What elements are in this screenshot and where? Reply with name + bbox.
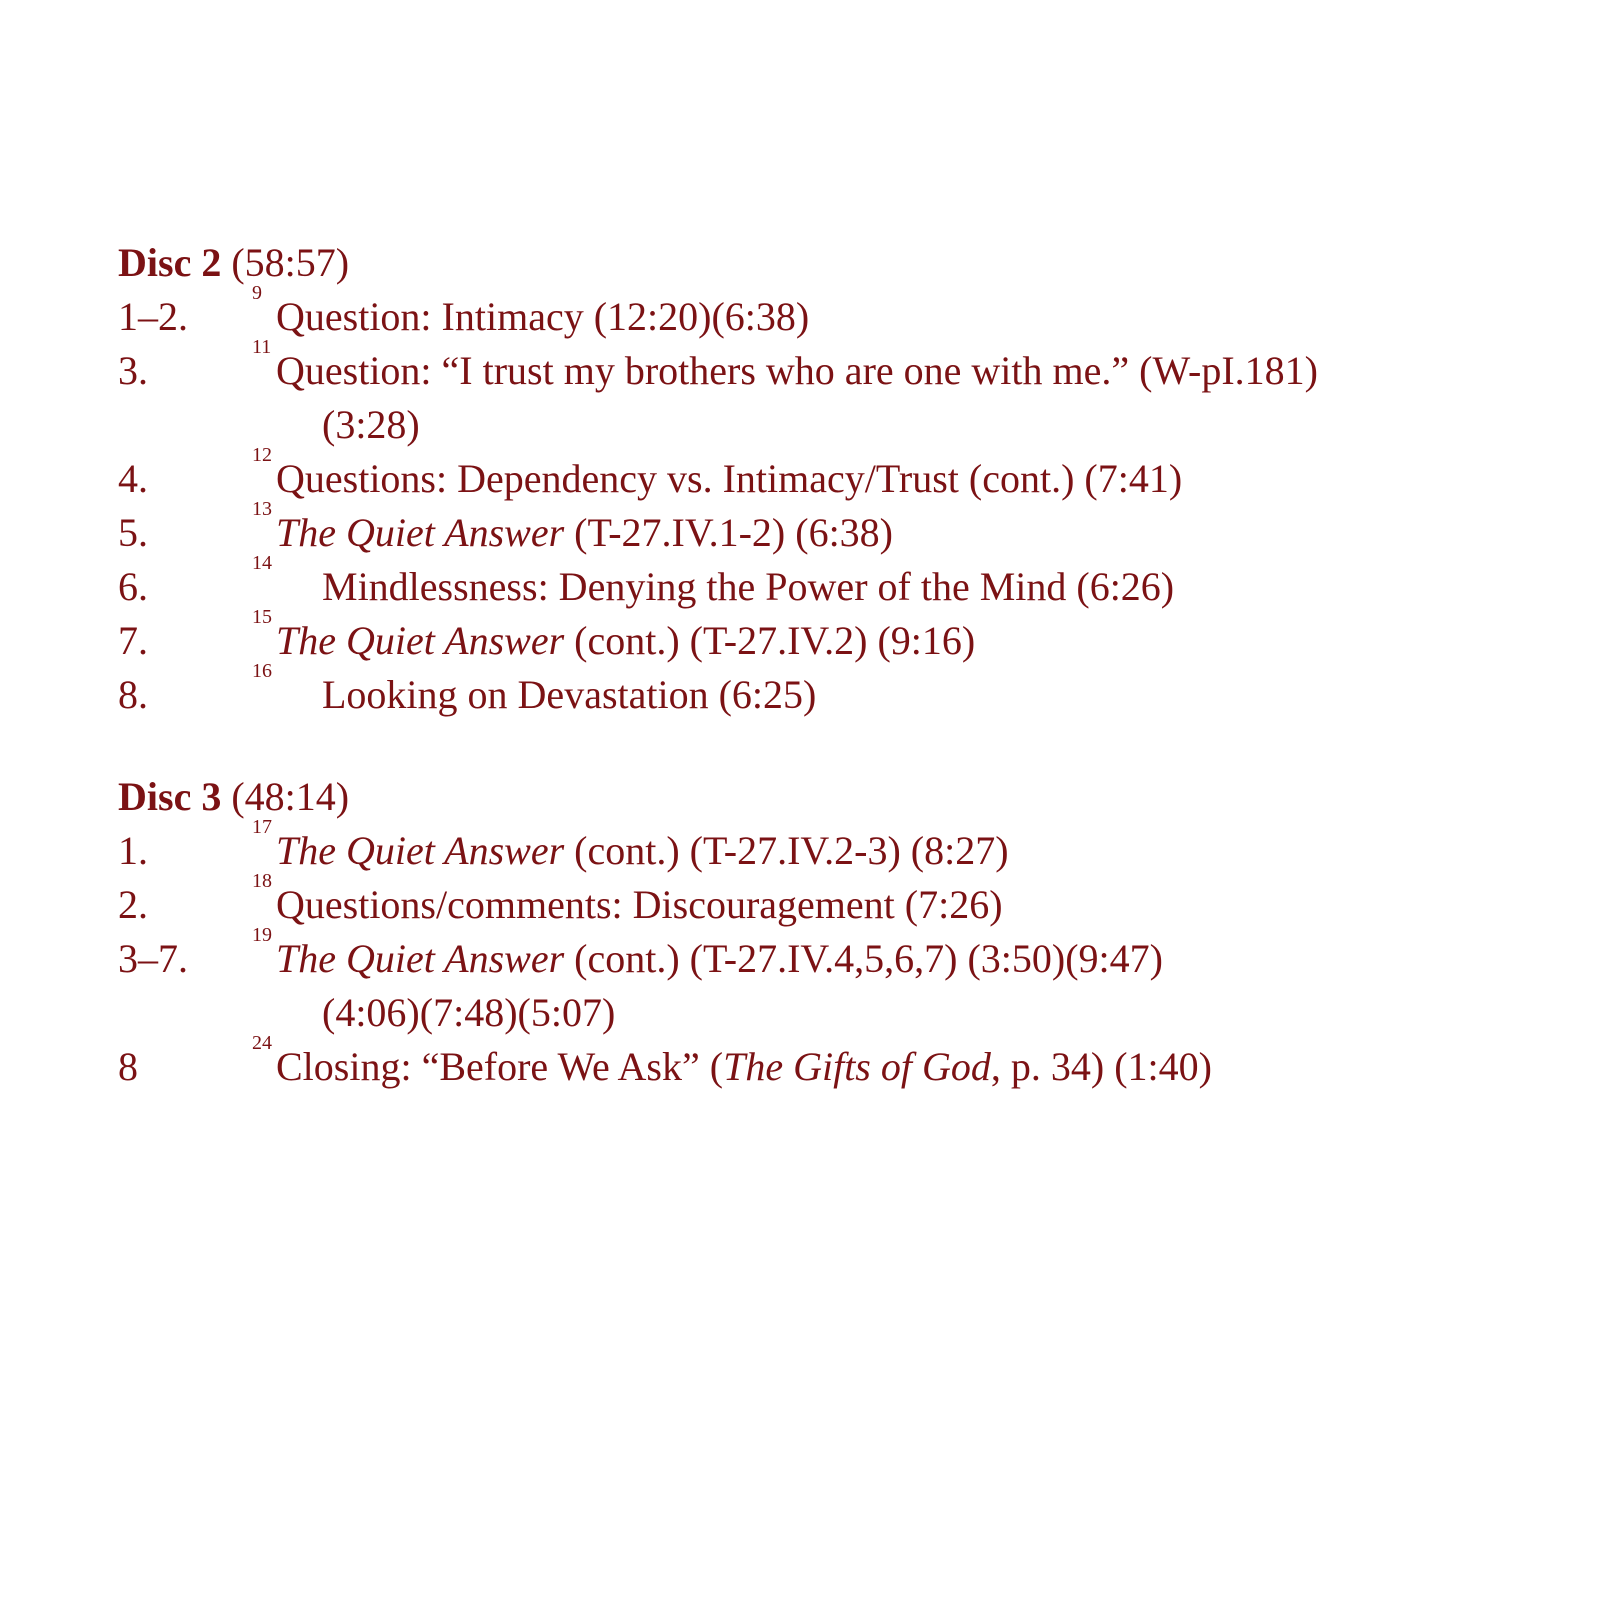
track-text <box>118 668 1538 722</box>
track-row <box>118 924 1538 1040</box>
track-text <box>118 560 1538 614</box>
footnote-marker: 13 <box>252 498 272 520</box>
track-continuation: (3:28) <box>322 402 420 447</box>
track-description: Looking on Devastation (6:25) <box>322 672 817 717</box>
footnote-marker: 18 <box>252 870 272 892</box>
track-text <box>118 344 1538 398</box>
track-row <box>118 552 1538 614</box>
footnote-marker: 19 <box>252 924 272 946</box>
footnote-marker: 15 <box>252 606 272 628</box>
track-description: Questions: Dependency vs. Intimacy/Trust (cont.) (7:41) <box>276 456 1183 501</box>
footnote-marker: 12 <box>252 444 272 466</box>
disc-heading <box>118 236 1538 290</box>
track-text <box>118 878 1538 932</box>
track-row <box>118 444 1538 506</box>
track-text <box>118 614 1538 668</box>
track-number: 8. <box>118 672 148 717</box>
track-row <box>118 282 1538 344</box>
footnote-marker: 17 <box>252 816 272 838</box>
track-row <box>118 816 1538 878</box>
track-description: Question: “I trust my brothers who are one with me.” (W-pI.181) <box>276 348 1318 393</box>
track-number: 5. <box>118 510 148 555</box>
track-number: 3. <box>118 348 148 393</box>
track-text <box>118 506 1538 560</box>
track-continuation: (4:06)(7:48)(5:07) <box>322 990 616 1035</box>
disc-duration: (58:57) <box>221 240 350 285</box>
track-description: (cont.) (T-27.IV.4,5,6,7) (3:50)(9:47) <box>564 936 1163 981</box>
track-row <box>118 336 1538 452</box>
track-row <box>118 660 1538 722</box>
disc-label: Disc 2 <box>118 240 222 285</box>
track-number: 8 <box>118 1044 138 1089</box>
track-number: 6. <box>118 564 148 609</box>
track-description-prefix: Closing: “Before We Ask” ( <box>276 1044 724 1089</box>
footnote-marker: 14 <box>252 552 272 574</box>
track-text <box>118 452 1538 506</box>
track-number: 1. <box>118 828 148 873</box>
track-description: , p. 34) (1:40) <box>990 1044 1212 1089</box>
track-description: Mindlessness: Denying the Power of the Mind (6:26) <box>322 564 1175 609</box>
footnote-marker: 9 <box>252 282 262 304</box>
track-description: (T-27.IV.1-2) (6:38) <box>564 510 894 555</box>
footnote-marker: 16 <box>252 660 272 682</box>
track-number: 2. <box>118 882 148 927</box>
track-text <box>118 1040 1538 1094</box>
track-row <box>118 498 1538 560</box>
track-text <box>118 290 1538 344</box>
disc-heading <box>118 770 1538 824</box>
work-title: The Quiet Answer <box>276 618 565 663</box>
track-number: 7. <box>118 618 148 663</box>
footnote-marker: 11 <box>252 336 272 358</box>
track-row <box>118 1032 1538 1094</box>
work-title: The Quiet Answer <box>276 936 565 981</box>
track-description: Question: Intimacy (12:20)(6:38) <box>276 294 810 339</box>
track-description: Questions/comments: Discouragement (7:26) <box>276 882 1003 927</box>
work-title: The Quiet Answer <box>276 828 565 873</box>
track-number: 1–2. <box>118 294 188 339</box>
track-text <box>118 932 1538 986</box>
track-description: (cont.) (T-27.IV.2) (9:16) <box>564 618 976 663</box>
track-number: 4. <box>118 456 148 501</box>
track-row <box>118 606 1538 668</box>
disc-2-section <box>118 236 1538 722</box>
track-number: 3–7. <box>118 936 188 981</box>
track-row <box>118 870 1538 932</box>
track-description: (cont.) (T-27.IV.2-3) (8:27) <box>564 828 1009 873</box>
track-text <box>118 824 1538 878</box>
work-title: The Quiet Answer <box>276 510 565 555</box>
disc-duration: (48:14) <box>221 774 350 819</box>
footnote-marker: 24 <box>252 1032 272 1054</box>
disc-3-section <box>118 770 1538 1094</box>
work-title: The Gifts of God <box>723 1044 991 1089</box>
disc-label: Disc 3 <box>118 774 222 819</box>
